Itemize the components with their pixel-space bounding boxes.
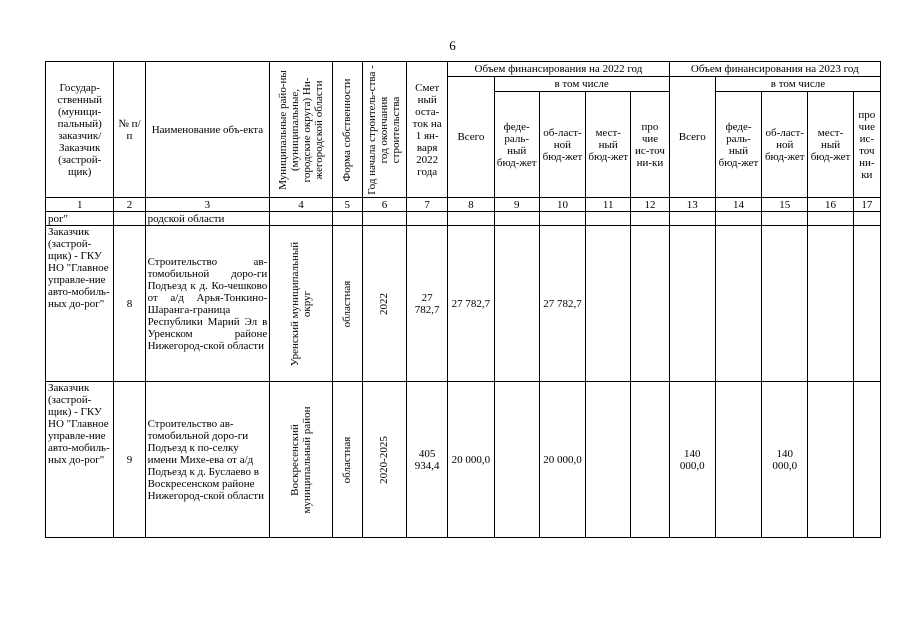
years-cell: 2020-2025	[362, 382, 406, 538]
header-federal-2022: феде-раль-ный бюд-жет	[494, 92, 539, 198]
federal-2023-cell	[715, 226, 761, 382]
header-row-1	[46, 62, 881, 77]
header-regional-2023: об-ласт-ной бюд-жет	[762, 92, 808, 198]
header-fin-2023: Объем финансирования на 2023 год	[669, 62, 880, 77]
total-2022-cell: 27 782,7	[448, 226, 494, 382]
local-2023-cell	[808, 226, 853, 382]
col-num: 15	[762, 198, 808, 212]
header-federal-2023: феде-раль-ный бюд-жет	[715, 92, 761, 198]
row-number: 9	[114, 382, 145, 538]
local-2022-cell	[586, 382, 631, 538]
local-2022-cell	[586, 226, 631, 382]
col-num: 1	[46, 198, 114, 212]
federal-2022-cell	[494, 382, 539, 538]
col-num: 13	[669, 198, 715, 212]
table-row	[46, 226, 881, 382]
header-municipality: Муниципальные райо-ны (муниципальные, городские округа) Ни-жегородской области	[270, 62, 332, 198]
col-num: 2	[114, 198, 145, 212]
carry-customer: рог"	[46, 212, 114, 226]
financing-table	[45, 61, 881, 538]
years-cell: 2022	[362, 226, 406, 382]
total-2023-cell: 140 000,0	[669, 382, 715, 538]
total-2023-cell	[669, 226, 715, 382]
page-number: 6	[449, 38, 456, 53]
col-num: 7	[407, 198, 448, 212]
col-num: 8	[448, 198, 494, 212]
row-number: 8	[114, 226, 145, 382]
col-num: 9	[494, 198, 539, 212]
header-local-2022: мест-ный бюд-жет	[586, 92, 631, 198]
table-row	[46, 382, 881, 538]
municipality-cell: Уренский муниципальный округ	[270, 226, 332, 382]
header-total-2023: Всего	[669, 77, 715, 198]
header-other-2022: про чие ис-точ ни-ки	[631, 92, 669, 198]
regional-2022-cell: 27 782,7	[539, 226, 585, 382]
estimate-cell: 405 934,4	[407, 382, 448, 538]
header-number: № п/п	[114, 62, 145, 198]
object-name: Строительство ав-томобильной доро-ги Подъезд к д. Ко-чешково от а/д Арья-Тонкино-Шаранга-граница Республики Марий Эл в Уренском районе Нижегород-ской области	[145, 226, 270, 382]
header-regional-2022: об-ласт-ной бюд-жет	[539, 92, 585, 198]
header-estimate: Смет ный оста-ток на 1 ян-варя 2022 года	[407, 62, 448, 198]
ownership-cell: областная	[332, 382, 362, 538]
other-2022-cell	[631, 226, 669, 382]
header-years: Год начала строитель-ства - год окончания строительства	[362, 62, 406, 198]
col-num: 17	[853, 198, 880, 212]
col-num: 3	[145, 198, 270, 212]
municipality-cell: Воскресенский муниципальный район	[270, 382, 332, 538]
other-2023-cell	[853, 226, 880, 382]
regional-2023-cell	[762, 226, 808, 382]
col-num: 16	[808, 198, 853, 212]
header-other-2023: про чие ис-точ ни-ки	[853, 92, 880, 198]
ownership-cell: областная	[332, 226, 362, 382]
total-2022-cell: 20 000,0	[448, 382, 494, 538]
estimate-cell: 27 782,7	[407, 226, 448, 382]
header-fin-2022: Объем финансирования на 2022 год	[448, 62, 669, 77]
carry-over-row	[46, 212, 881, 226]
customer-cell: Заказчик (застрой-щик) - ГКУ НО "Главное управле-ние авто-мобиль-ных до-рог"	[46, 382, 114, 538]
regional-2023-cell: 140 000,0	[762, 382, 808, 538]
col-num: 12	[631, 198, 669, 212]
col-num: 4	[270, 198, 332, 212]
header-total-2022: Всего	[448, 77, 494, 198]
object-name: Строительство ав-томобильной доро-ги Подъезд к по-селку имени Михе-ева от а/д Подъезд к д. Буслаево в Воскресенском районе Нижегород-ской области	[145, 382, 270, 538]
header-local-2023: мест-ный бюд-жет	[808, 92, 853, 198]
header-including-2023: в том числе	[715, 77, 880, 92]
carry-object: родской области	[145, 212, 270, 226]
header-including-2022: в том числе	[494, 77, 669, 92]
customer-cell: Заказчик (застрой-щик) - ГКУ НО "Главное управле-ние авто-мобиль-ных до-рог"	[46, 226, 114, 382]
federal-2023-cell	[715, 382, 761, 538]
header-ownership: Форма собственности	[332, 62, 362, 198]
other-2023-cell	[853, 382, 880, 538]
header-customer: Государ-ственный (муници-пальный) заказчик/ Заказчик (застрой-щик)	[46, 62, 114, 198]
header-object: Наименование объ-екта	[145, 62, 270, 198]
col-num: 11	[586, 198, 631, 212]
col-num: 10	[539, 198, 585, 212]
column-numbers-row	[46, 198, 881, 212]
col-num: 6	[362, 198, 406, 212]
regional-2022-cell: 20 000,0	[539, 382, 585, 538]
other-2022-cell	[631, 382, 669, 538]
federal-2022-cell	[494, 226, 539, 382]
col-num: 14	[715, 198, 761, 212]
local-2023-cell	[808, 382, 853, 538]
col-num: 5	[332, 198, 362, 212]
